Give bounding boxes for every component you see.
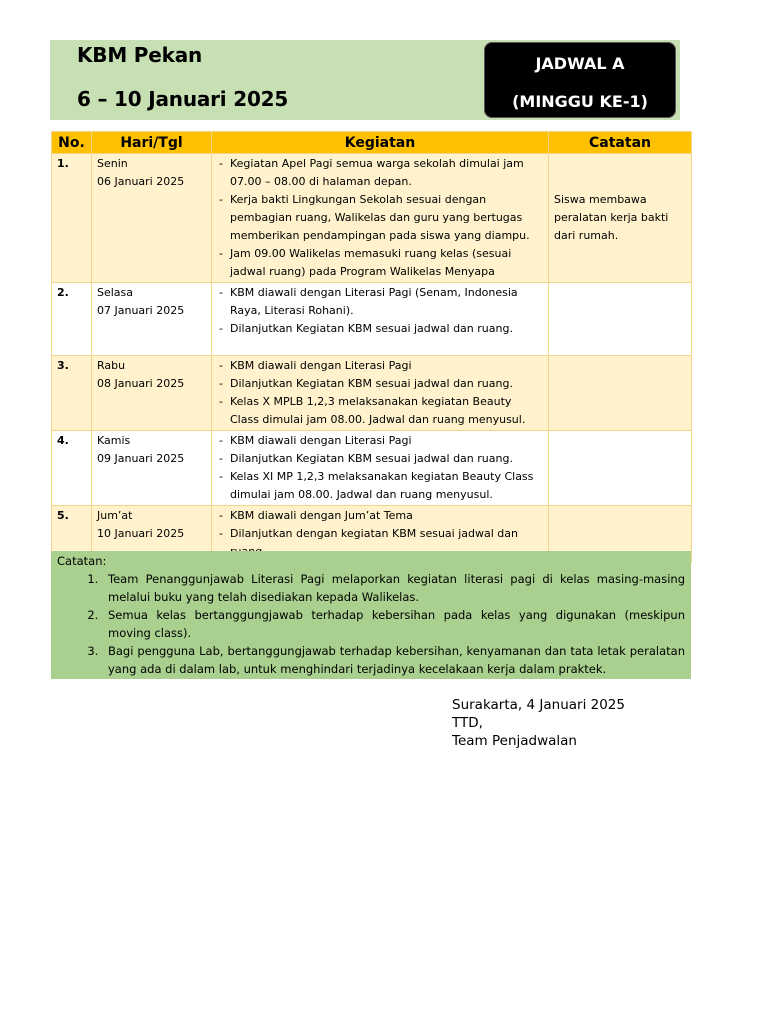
- row-date: 06 Januari 2025: [97, 175, 185, 188]
- row-day: Selasa: [97, 286, 134, 299]
- table-row: [52, 283, 692, 356]
- schedule-badge: [484, 42, 676, 118]
- activity-item: - KBM diawali dengan Literasi Pagi: [217, 357, 543, 375]
- activity-item: - Kelas X MPLB 1,2,3 melaksanakan kegiatan Beauty Class dimulai jam 08.00. Jadwal dan ruang menyusul.: [217, 393, 543, 429]
- row-day-cell: [92, 154, 212, 283]
- notes-label: Catatan:: [57, 554, 107, 568]
- col-header-day: Hari/Tgl: [92, 132, 212, 154]
- row-date: 10 Januari 2025: [97, 527, 185, 540]
- row-date: 09 Januari 2025: [97, 452, 185, 465]
- row-day-cell: [92, 283, 212, 356]
- row-day: Senin: [97, 157, 128, 170]
- table-row: [52, 431, 692, 506]
- activity-item: - Dilanjutkan Kegiatan KBM sesuai jadwal dan ruang.: [217, 450, 543, 468]
- row-activities: [212, 431, 549, 506]
- table-row: [52, 356, 692, 431]
- activity-item: - Dilanjutkan dengan kegiatan KBM sesuai jadwal dan: [217, 525, 543, 561]
- page-title: KBM Pekan: [77, 43, 203, 67]
- signature-team: Team Penjadwalan: [452, 733, 577, 749]
- note-item: 3. Bagi pengguna Lab, bertanggungjawab terhadap kebersihan, kenyamanan dan tata letak peralatan yang ada di dalam lab, untuk menghindari terjadinya kecelakaan kerja dalam praktek.: [102, 642, 685, 678]
- activity-item: - Kegiatan Apel Pagi semua warga sekolah dimulai jam 07.00 – 08.00 di halaman depan.: [217, 155, 543, 191]
- activity-item: - KBM diawali dengan Jum’at Tema: [217, 507, 543, 525]
- note-item: 1. Team Penanggunjawab Literasi Pagi melaporkan kegiatan literasi pagi di kelas masing-masing melalui buku yang telah disediakan kepada Walikelas.: [102, 570, 685, 606]
- row-activities: [212, 154, 549, 283]
- signature-place-date: Surakarta, 4 Januari 2025: [452, 697, 625, 713]
- badge-week: (MINGGU KE-1): [512, 92, 648, 111]
- row-number: 3.: [52, 356, 92, 431]
- activity-item: - Kelas XI MP 1,2,3 melaksanakan kegiatan Beauty Class dimulai jam 08.00. Jadwal dan ruang menyusul.: [217, 468, 543, 504]
- col-header-activity: Kegiatan: [212, 132, 549, 154]
- page-date-range: 6 – 10 Januari 2025: [77, 87, 289, 111]
- row-day: Kamis: [97, 434, 131, 447]
- activity-item: - Kerja bakti Lingkungan Sekolah sesuai dengan pembagian ruang, Walikelas dan guru yang bertugas memberikan pendampingan pada siswa yang diampu.: [217, 191, 543, 245]
- col-header-note: Catatan: [549, 132, 692, 154]
- row-note: [549, 356, 692, 431]
- row-activities: [212, 283, 549, 356]
- notes-list: [57, 570, 685, 678]
- col-header-no: No.: [52, 132, 92, 154]
- row-number: 1.: [52, 154, 92, 283]
- signature-block: [452, 696, 625, 750]
- badge-label: JADWAL A: [535, 54, 625, 73]
- page-header: [50, 40, 680, 120]
- row-activities: [212, 356, 549, 431]
- row-day-cell: [92, 356, 212, 431]
- table-header-row: [52, 132, 692, 154]
- schedule-table: [51, 131, 692, 563]
- row-date: 08 Januari 2025: [97, 377, 185, 390]
- activity-item: - Jam 09.00 Walikelas memasuki ruang kelas (sesuai jadwal ruang) pada Program Walikelas Menyapa: [217, 245, 543, 281]
- row-note: [549, 431, 692, 506]
- row-number: 2.: [52, 283, 92, 356]
- row-day: Rabu: [97, 359, 126, 372]
- row-date: 07 Januari 2025: [97, 304, 185, 317]
- notes-box: [51, 551, 691, 679]
- activity-item: - Dilanjutkan Kegiatan KBM sesuai jadwal dan ruang.: [217, 375, 543, 393]
- row-number: 4.: [52, 431, 92, 506]
- signature-ttd: TTD,: [452, 715, 483, 731]
- row-note: [549, 283, 692, 356]
- note-item: 2. Semua kelas bertanggungjawab terhadap kebersihan pada kelas yang digunakan (meskipun moving class).: [102, 606, 685, 642]
- activity-item: - KBM diawali dengan Literasi Pagi (Senam, Indonesia Raya, Literasi Rohani).: [217, 284, 543, 320]
- row-day-cell: [92, 431, 212, 506]
- table-row: [52, 154, 692, 283]
- activity-item: - KBM diawali dengan Literasi Pagi: [217, 432, 543, 450]
- row-note: Siswa membawa peralatan kerja bakti dari rumah.: [549, 154, 692, 283]
- row-day: Jum’at: [97, 509, 133, 522]
- activity-item: - Dilanjutkan Kegiatan KBM sesuai jadwal dan ruang.: [217, 320, 543, 338]
- row-number: 5.: [52, 506, 92, 563]
